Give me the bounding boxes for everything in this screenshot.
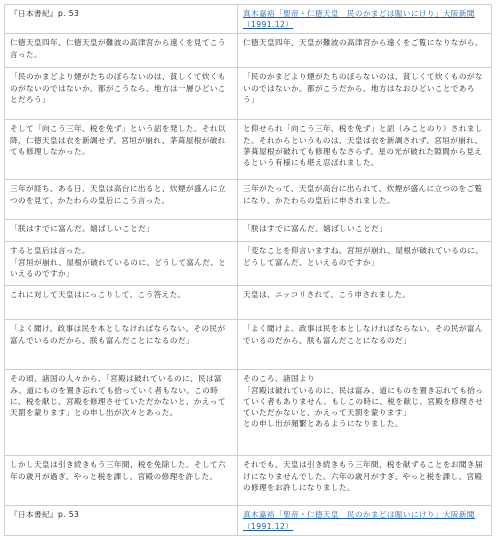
- text-cell-right: 三年がたって、天皇が高台に出られて、炊煙が盛んに立つのをご覧になり、かたわらの皇后に申されました。: [238, 180, 492, 220]
- source-link[interactable]: 真木嘉裕「聖帝・仁徳天皇 民のかまどは賑いにけり」大阪新聞（1991.12）: [243, 9, 475, 30]
- source-cell-right[interactable]: [238, 5, 492, 34]
- text-cell-left: すると皇后は言った。 「宮垣が崩れ、屋根が破れているのに、どうして富んだ、といえるのですか」: [5, 242, 238, 286]
- text-cell-right: そのころ、諸国より 「宮殿は破れているのに、民は富み、道にものを置き忘れても拾っていく者もありません。もしこの時に、税を献じ、宮殿を修理させていただかないと、かえって天罰を蒙ります」 との申し出が頻繁とあるようになりました。: [238, 370, 492, 456]
- text-cell-left: その頃、諸国の人々から、「宮殿は破れているのに、民は富み、道にものを置き忘れても拾っていく者もない。この時に、税を献じ、宮殿を修理させていただかないと、かえって天罰を蒙ります」との申し出が次々とあった。: [5, 370, 238, 456]
- table-row: [5, 34, 492, 68]
- table-row: [5, 370, 492, 456]
- text-cell-left: そして「向こう三年、税を免ず」という詔を発した。それ以降、仁徳天皇は衣を新調せず、宮垣が崩れ、茅葺屋根が破れても修理しなかった。: [5, 120, 238, 180]
- text-cell-left: 仁徳天皇四年、仁徳天皇が難波の高津宮から遠くを見てこう言った。: [5, 34, 238, 68]
- text-cell-right: 天皇は、ニッコリされて、こう申されました。: [238, 286, 492, 320]
- text-cell-left: これに対して天皇はにっこりして、こう答えた。: [5, 286, 238, 320]
- table-row: [5, 68, 492, 120]
- comparison-table: [4, 4, 492, 536]
- text-cell-right: 仁徳天皇四年、天皇が難波の高津宮から遠くをご覧になりながら、: [238, 34, 492, 68]
- table-row: [5, 320, 492, 370]
- text-cell-right: 「朕はすでに富んだ。嬉ばしいことだ」: [238, 220, 492, 242]
- table-row: [5, 242, 492, 286]
- text-cell-right: 「民のかまどより煙がたちのぼらないのは、貧しくて炊くものがないのではないか。都がこうだから、地方はなおひどいことであろう」: [238, 68, 492, 120]
- source-cell-left: 『日本書紀』p. 53: [5, 506, 238, 535]
- table-row: [5, 120, 492, 180]
- text-cell-right: と仰せられ「向こう三年、税を免ず」と詔（みことのり）されました。それからというものは、天皇は衣を新調されず、宮垣が崩れ、茅葺屋根が破れても修理もなさらず、星の光が破れた隙間から見えるという有様にも堪え忍ばれました。: [238, 120, 492, 180]
- text-cell-left: 「民のかまどより煙がたちのぼらないのは、貧しくて炊くものがないのではないか。都がこうなら、地方は一層ひどいことだろう」: [5, 68, 238, 120]
- source-link[interactable]: 真木嘉裕「聖帝・仁徳天皇 民のかまどは賑いにけり」大阪新聞（1991.12）: [243, 510, 475, 531]
- source-cell-left: 『日本書紀』p. 53: [5, 5, 238, 34]
- table-row: [5, 220, 492, 242]
- text-cell-right: それでも、天皇は引き続きもう三年間、税を献ずることをお聞き届けになりませんでした。六年の歳月がすぎ、やっと税を課し、宮殿の修理をお許しになりました。: [238, 456, 492, 506]
- source-cell-right[interactable]: [238, 506, 492, 535]
- table-row: [5, 506, 492, 535]
- table-row: [5, 5, 492, 34]
- table-row: [5, 456, 492, 506]
- text-cell-left: しかし天皇は引き続きもう三年間、税を免除した。そして六年の歳月が過ぎ、やっと税を課し、宮殿の修理を許した。: [5, 456, 238, 506]
- text-cell-right: 「変なことを仰言いますね。宮垣が崩れ、屋根が破れているのに、どうして富んだ、といえるのですか」: [238, 242, 492, 286]
- comparison-table-wrapper: [4, 4, 490, 536]
- table-row: [5, 180, 492, 220]
- table-row: [5, 286, 492, 320]
- text-cell-left: 三年が経ち、ある日、天皇は高台に出ると、炊煙が盛んに立つのを見て、かたわらの皇后にこう言った。: [5, 180, 238, 220]
- text-cell-right: 「よく聞けよ。政事は民を本としなければならない。その民が富んでいるのだから、朕も富んだことになるのだ」: [238, 320, 492, 370]
- text-cell-left: 「よく聞け。政事は民を本としなければならない。その民が富んでいるのだから、朕も富んだことになるのだ」: [5, 320, 238, 370]
- text-cell-left: 「朕はすでに富んだ。嬉ばしいことだ」: [5, 220, 238, 242]
